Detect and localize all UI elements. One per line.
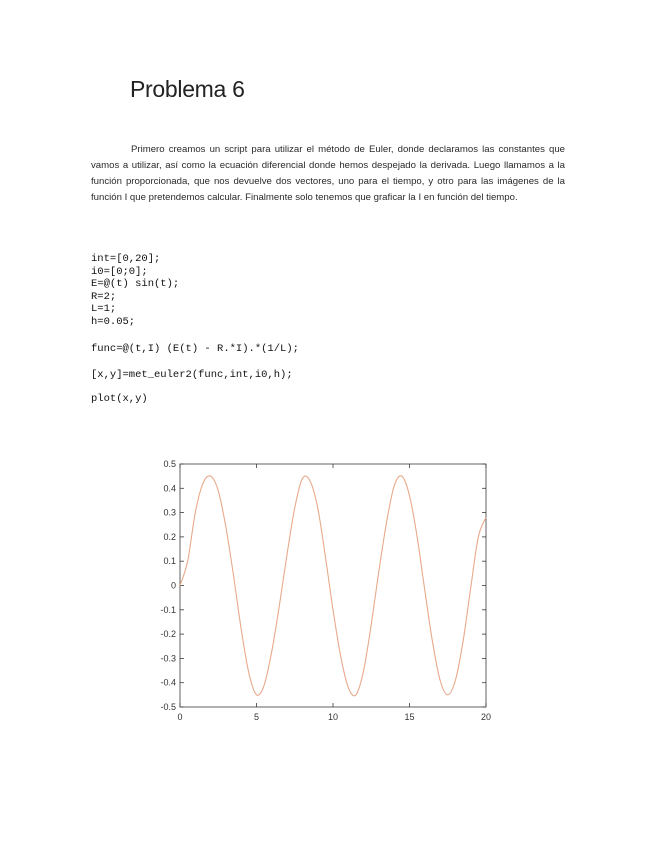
y-tick-label: 0.4 bbox=[163, 483, 176, 494]
x-tick-label: 10 bbox=[327, 712, 339, 722]
code-line-plot: plot(x,y) bbox=[91, 393, 148, 405]
x-tick-label: 20 bbox=[480, 712, 492, 722]
y-tick-label: -0.3 bbox=[160, 653, 176, 664]
plot-frame bbox=[180, 464, 486, 707]
y-tick-label: 0.5 bbox=[163, 459, 176, 469]
y-tick-label: 0 bbox=[170, 580, 176, 591]
line-chart bbox=[150, 452, 510, 732]
code-block-constants: int=[0,20]; i0=[0;0]; E=@(t) sin(t); R=2; L=1; h=0.05; bbox=[91, 253, 180, 328]
x-tick-label: 5 bbox=[253, 712, 260, 722]
y-tick-label: -0.2 bbox=[160, 629, 176, 640]
intro-paragraph: Primero creamos un script para utilizar el método de Euler, donde declaramos las constantes que vamos a utilizar, así como la ecuación diferencial donde hemos despejado la derivada. Luego llamamos a la función proporcionada, que nos devuelve dos vectores, uno para el tiempo, y otro para las imágenes de la función I que pretendemos calcular. Finalmente solo tenemos que graficar la I en función del tiempo. bbox=[91, 144, 565, 203]
y-tick-label: 0.3 bbox=[163, 507, 176, 518]
y-tick-label: -0.5 bbox=[160, 702, 176, 712]
y-tick-label: 0.1 bbox=[163, 556, 176, 567]
x-tick-label: 15 bbox=[404, 712, 415, 722]
y-tick-label: 0.2 bbox=[163, 531, 176, 542]
y-tick-label: -0.4 bbox=[160, 677, 176, 688]
y-tick-label: -0.1 bbox=[160, 604, 176, 615]
code-line-euler-call: [x,y]=met_euler2(func,int,i0,h); bbox=[91, 369, 293, 381]
x-tick-label: 0 bbox=[177, 712, 183, 722]
page-title: Problema 6 bbox=[130, 76, 245, 102]
code-line-func: func=@(t,I) (E(t) - R.*I).*(1/L); bbox=[91, 343, 299, 355]
